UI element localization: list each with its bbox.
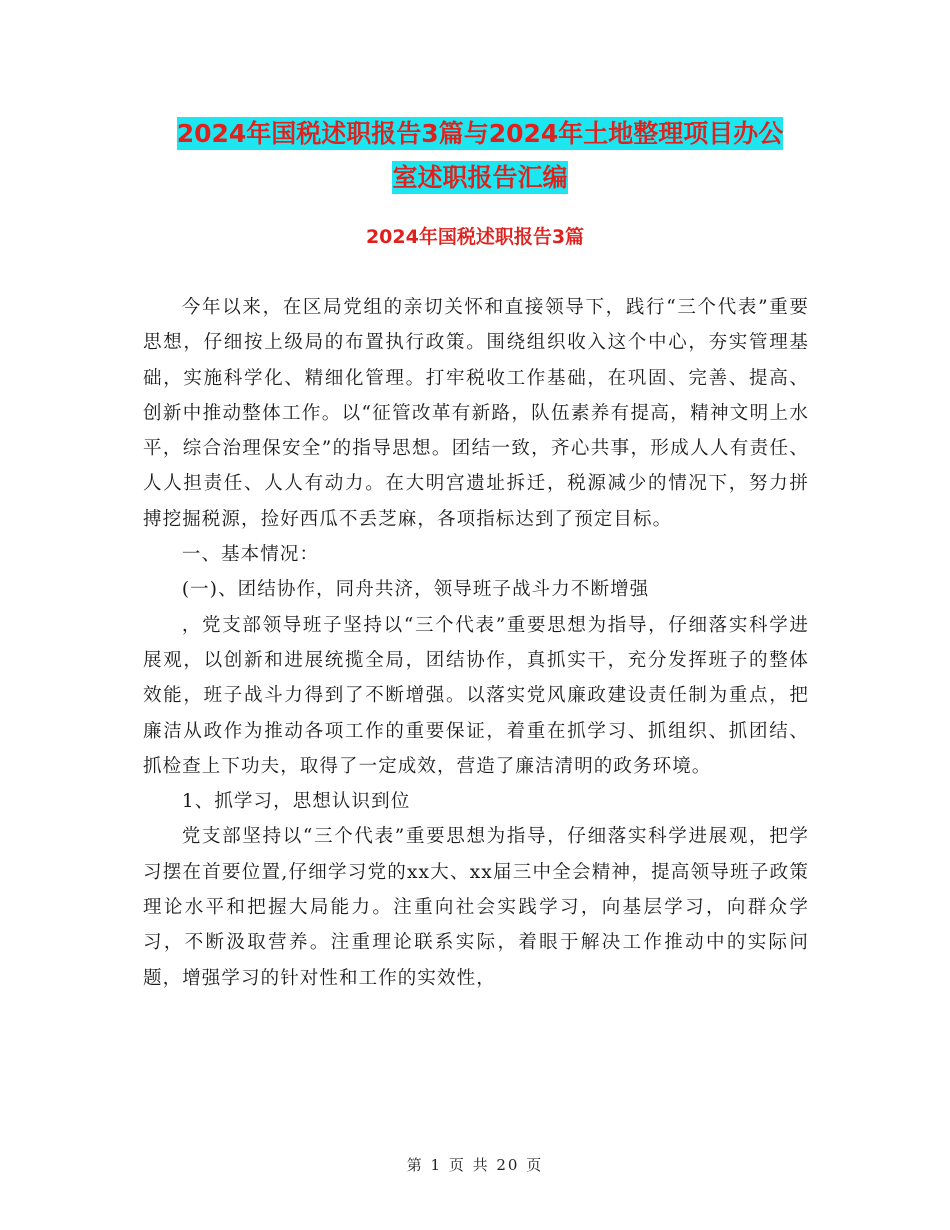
paragraph-party-branch: ，党支部领导班子坚持以“三个代表”重要思想为指导，仔细落实科学进展观，以创新和进展统揽全局，团结协作，真抓实干，充分发挥班子的整体效能，班子战斗力得到了不断增强。以落实党风廉政建设责任制为重点，把廉洁从政作为推动各项工作的重要保证，着重在抓学习、抓组织、抓团结、抓检查上下功夫，取得了一定成效，营造了廉洁清明的政务环境。 [143,614,809,777]
paragraph-intro: 今年以来，在区局党组的亲切关怀和直接领导下，践行“三个代表”重要思想，仔细按上级局的布置执行政策。围绕组织收入这个中心，夯实管理基础，实施科学化、精细化管理。打牢税收工作基础，在巩固、完善、提高、创新中推动整体工作。以“征管改革有新路，队伍素养有提高，精神文明上水平，综合治理保安全”的指导思想。团结一致，齐心共事，形成人人有责任、人人担责任、人人有动力。在大明宫遗址拆迁，税源减少的情况下，努力拼搏挖掘税源，捡好西瓜不丢芝麻，各项指标达到了预定目标。 [143,297,809,530]
paragraph-heading-basic: 一、基本情况： [181,544,320,566]
title-line-2: 室述职报告汇编 [392,163,568,192]
page-number-footer: 第 1 页 共 20 页 [406,1156,544,1174]
paragraph-heading-unity: (一)、团结协作，同舟共济，领导班子战斗力不断增强 [181,579,650,601]
document-title [140,112,820,200]
document-body [143,290,809,996]
paragraph-study: 党支部坚持以“三个代表”重要思想为指导，仔细落实科学进展观，把学习摆在首要位置,仔细学习党的xx大、xx届三中全会精神，提高领导班子政策理论水平和把握大局能力。注重向社会实践学习，向基层学习，向群众学习，不断汲取营养。注重理论联系实际，着眼于解决工作推动中的实际问题，增强学习的针对性和工作的实效性， [143,826,809,989]
section-title: 2024年国税述职报告3篇 [365,226,585,248]
title-line-1: 2024年国税述职报告3篇与2024年土地整理项目办公 [176,119,784,148]
paragraph-heading-study: 1、抓学习，思想认识到位 [181,791,411,813]
